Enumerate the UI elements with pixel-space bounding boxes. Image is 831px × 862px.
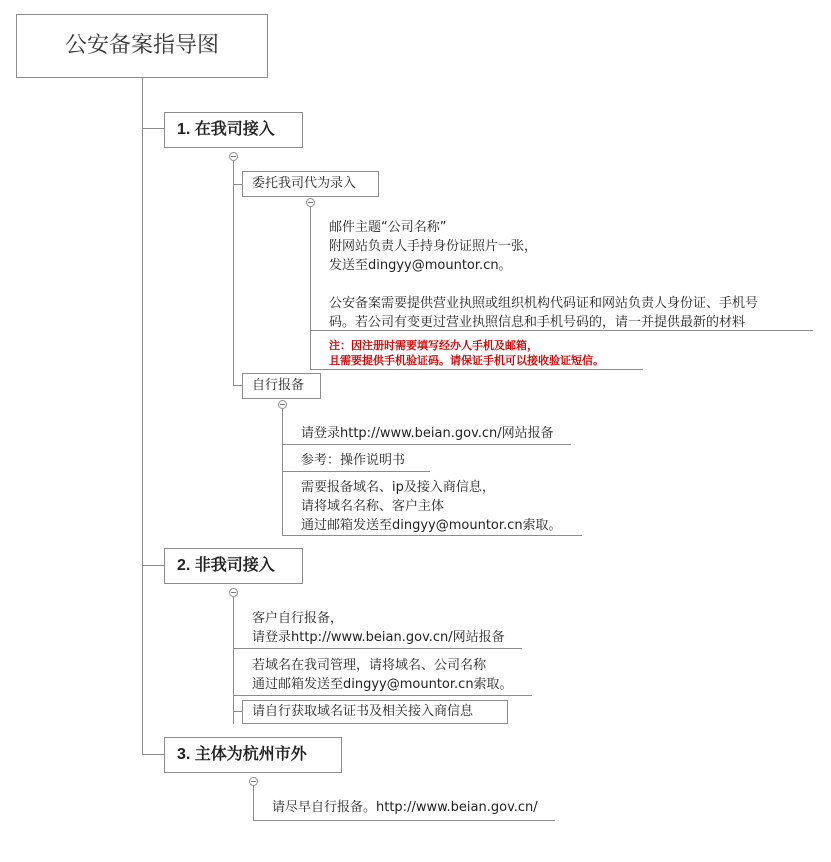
s2-branch-3 bbox=[233, 711, 242, 712]
section-2-node[interactable] bbox=[164, 548, 303, 584]
root-title-text: 公安备案指导图 bbox=[64, 33, 219, 58]
option-delegate-label: 委托我司代为录入 bbox=[252, 176, 357, 191]
section-1-node[interactable] bbox=[164, 112, 303, 148]
root-branch-3 bbox=[142, 754, 164, 755]
delegate-note bbox=[310, 338, 643, 370]
section-2-label: 2. 非我司接入 bbox=[177, 557, 275, 574]
self-info-line-3: 通过邮箱发送至dingyy@mountor.cn索取。 bbox=[301, 518, 562, 533]
s2-item-2-line-1: 若域名在我司管理，请将域名、公司名称 bbox=[252, 658, 487, 673]
root-connector bbox=[142, 78, 143, 754]
s3-item-1 bbox=[253, 798, 555, 821]
section-1-label: 1. 在我司接入 bbox=[177, 121, 275, 138]
note-line-1: 注：因注册时需要填写经办人手机及邮箱， bbox=[329, 339, 538, 352]
self-reference-item bbox=[282, 451, 430, 472]
self-info-line-2: 请将域名名称、客户主体 bbox=[301, 499, 445, 514]
root-branch-1 bbox=[142, 128, 164, 129]
s2-item-2-line-2: 通过邮箱发送至dingyy@mountor.cn索取。 bbox=[252, 677, 513, 692]
delegate-instructions bbox=[310, 218, 813, 331]
note-line-2: 且需要提供手机验证码。请保证手机可以接收验证短信。 bbox=[329, 354, 604, 367]
s1-branch-a bbox=[233, 184, 242, 185]
section-3-label: 3. 主体为杭州市外 bbox=[177, 746, 307, 763]
section-3-collapse-icon[interactable] bbox=[249, 777, 258, 786]
section-1-collapse-icon[interactable] bbox=[229, 152, 238, 161]
section-2-collapse-icon[interactable] bbox=[229, 588, 238, 597]
section-1-connector bbox=[233, 161, 234, 385]
self-reference-text: 参考：操作说明书 bbox=[301, 453, 406, 468]
s3-item-1-text: 请尽早自行报备。http://www.beian.gov.cn/ bbox=[272, 800, 538, 815]
s2-item-1 bbox=[233, 609, 522, 649]
option-delegate-collapse-icon[interactable] bbox=[306, 198, 315, 207]
self-login-item bbox=[282, 424, 571, 445]
s2-item-1-line-1: 客户自行报备， bbox=[252, 611, 344, 626]
option-self-node[interactable] bbox=[242, 373, 321, 399]
spacer bbox=[329, 275, 813, 294]
option-self-label: 自行报备 bbox=[252, 378, 305, 393]
self-info-item bbox=[282, 478, 582, 536]
requirement-line-2: 码。若公司有变更过营业执照信息和手机号码的，请一并提供最新的材料 bbox=[329, 315, 746, 330]
root-title bbox=[16, 14, 268, 78]
s2-item-3-text: 请自行获取域名证书及相关接入商信息 bbox=[252, 704, 474, 719]
requirement-line-1: 公安备案需要提供营业执照或组织机构代码证和网站负责人身份证、手机号 bbox=[329, 296, 759, 311]
root-branch-2 bbox=[142, 565, 164, 566]
s2-item-2 bbox=[233, 656, 532, 696]
email-attachment-line: 附网站负责人手持身份证照片一张， bbox=[329, 239, 538, 254]
email-subject-line: 邮件主题“公司名称” bbox=[329, 220, 447, 235]
s2-item-1-line-2: 请登录http://www.beian.gov.cn/网站报备 bbox=[252, 630, 505, 645]
email-address-line: 发送至dingyy@mountor.cn。 bbox=[329, 258, 512, 273]
s1-branch-b bbox=[233, 385, 242, 386]
self-info-line-1: 需要报备域名、ip及接入商信息， bbox=[301, 480, 495, 495]
section-3-node[interactable] bbox=[164, 737, 342, 773]
self-login-text: 请登录http://www.beian.gov.cn/网站报备 bbox=[301, 426, 554, 441]
option-self-collapse-icon[interactable] bbox=[278, 400, 287, 409]
s2-item-3 bbox=[242, 700, 508, 724]
option-delegate-node[interactable] bbox=[242, 171, 379, 197]
